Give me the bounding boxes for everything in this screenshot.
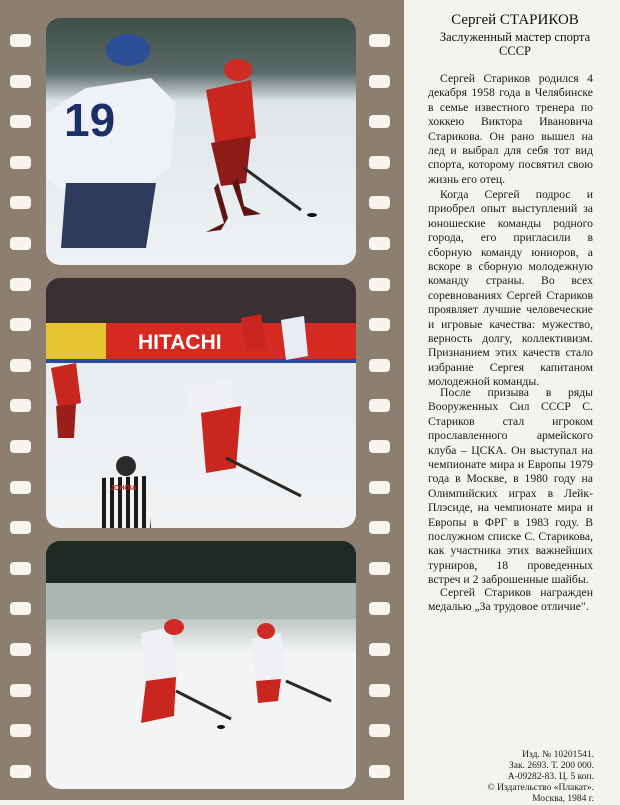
sprocket-hole: [10, 765, 31, 778]
imprint-line-2: Зак. 2693. Т. 200 000.: [509, 761, 594, 771]
spectators: [46, 278, 356, 323]
paragraph-1: Сергей Стариков родился 4 декабря 1958 года в Челябинске в семье известного тренера по хоккею Виктора Ивановича Старикова. Он рано вышел на лед и выбрал для себя тот вид спорта, которому посвятил свою жизнь его отец.: [428, 72, 593, 186]
athlete-title: [410, 30, 620, 58]
photo-frame-1: [46, 18, 356, 265]
sprocket-hole: [10, 278, 31, 291]
imprint-line-1: Изд. № 10201541.: [522, 750, 594, 760]
sprocket-hole: [369, 562, 390, 575]
hockey-photo-3: [46, 541, 356, 789]
title-line-2: СССР: [499, 44, 531, 58]
imprint-line-3: А-09282-83. Ц. 5 коп.: [507, 772, 594, 782]
sprocket-hole: [10, 440, 31, 453]
puck: [217, 725, 225, 729]
sprocket-hole: [10, 359, 31, 372]
sprocket-hole: [10, 399, 31, 412]
imprint-line-5: Москва, 1984 г.: [532, 794, 594, 804]
paragraph-4: Сергей Стариков награжден медалью „За трудовое отличие".: [428, 586, 593, 614]
spectators: [46, 541, 356, 583]
sprocket-hole: [369, 34, 390, 47]
sprocket-hole: [369, 724, 390, 737]
sprocket-hole: [10, 481, 31, 494]
puck: [307, 213, 317, 217]
hockey-stick: [244, 168, 301, 210]
publisher-imprint: [440, 750, 594, 805]
sprocket-hole: [369, 521, 390, 534]
advert-text: HITACHI: [138, 331, 222, 354]
sprocket-hole: [10, 115, 31, 128]
imprint-line-4: © Издательство «Плакат».: [487, 783, 594, 793]
rink-boards: [46, 583, 356, 619]
paragraph-3: После призыва в ряды Вооруженных Сил СССР С. Стариков стал игроком прославленного армейского клуба – ЦСКА. Он выступал на чемпионате мира и Европы 1979 года в Москве, в 1980 году на Олимпийских играх в Лейк-Плэсиде, на чемпионате мира и Европы в ФРГ в 1983 году. В послужном списке С. Старикова, как участника этих важнейших турниров, 18 проведенных встреч и 2 заброшенные шайбы.: [428, 386, 593, 587]
photo-frame-2: [46, 278, 356, 528]
referee-patch: JOHOIA: [110, 485, 137, 492]
player-white-jersey-2: [251, 633, 286, 686]
player-red-pants: [211, 136, 251, 186]
sprocket-hole: [369, 440, 390, 453]
hockey-photo-2: [46, 278, 356, 528]
player-helmet-red: [224, 59, 252, 81]
sprocket-hole: [369, 196, 390, 209]
player-white-pants: [61, 183, 156, 248]
sprocket-hole: [369, 602, 390, 615]
player-red-left: [51, 363, 81, 408]
sprocket-hole: [369, 278, 390, 291]
sprocket-hole: [369, 237, 390, 250]
sprocket-hole: [10, 237, 31, 250]
hockey-photo-1: [46, 18, 356, 265]
sprocket-hole: [10, 562, 31, 575]
sprocket-hole: [369, 115, 390, 128]
referee: [98, 476, 151, 528]
jersey-number: 19: [64, 94, 116, 146]
sprocket-hole: [10, 724, 31, 737]
sprocket-hole: [369, 318, 390, 331]
sprocket-hole: [10, 521, 31, 534]
title-line-1: Заслуженный мастер спорта: [439, 30, 591, 44]
sprocket-hole: [10, 156, 31, 169]
paragraph-2: Когда Сергей подрос и приобрел опыт выступлений за юношеские команды родного города, его пригласили в сборную команду юниоров, а вскоре в сборную молодежную команду страны. Во всех соревнованиях Сергей Стариков проявляет лучшие человеческие и игровые качества: мужество, верность долгу, коллективизм. Признанием этих качеств стало избрание Сергея капитаном молодежной команды.: [428, 188, 593, 389]
sprocket-hole: [369, 399, 390, 412]
player-helmet-blue: [106, 34, 150, 66]
sprocket-hole: [369, 156, 390, 169]
sprocket-hole: [10, 196, 31, 209]
athlete-name: Сергей СТАРИКОВ: [451, 12, 579, 28]
sprocket-hole: [10, 34, 31, 47]
sprocket-hole: [369, 481, 390, 494]
sprocket-hole: [10, 643, 31, 656]
sprocket-hole: [369, 359, 390, 372]
sprocket-hole: [10, 75, 31, 88]
sprocket-hole: [10, 684, 31, 697]
sprocket-hole: [10, 318, 31, 331]
sprocket-hole: [369, 643, 390, 656]
photo-frame-3: [46, 541, 356, 789]
sprocket-hole: [369, 765, 390, 778]
sprocket-hole: [369, 684, 390, 697]
sprocket-hole: [10, 602, 31, 615]
sprocket-hole: [369, 75, 390, 88]
